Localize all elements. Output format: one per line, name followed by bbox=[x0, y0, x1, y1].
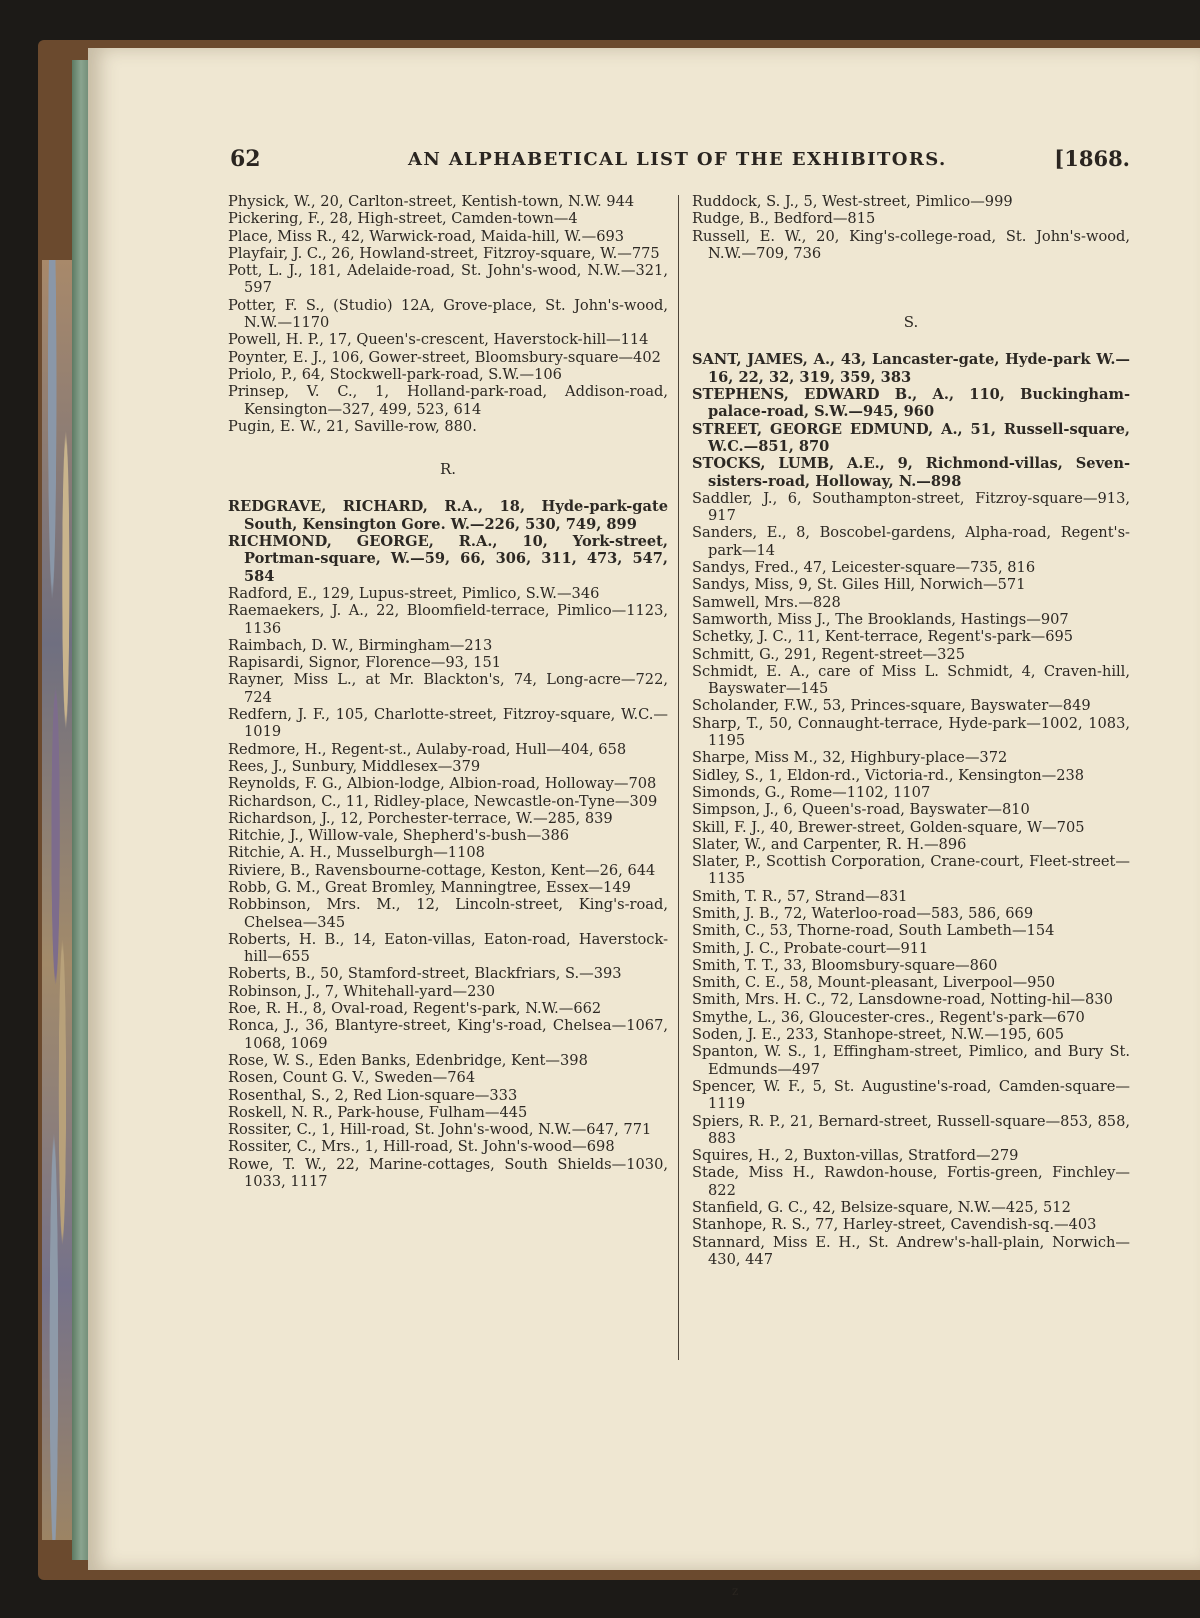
list-item: Rayner, Miss L., at Mr. Blackton's, 74, Long-acre—722, 724 bbox=[228, 671, 668, 706]
list-item: Rowe, T. W., 22, Marine-cottages, South Shields—1030, 1033, 1117 bbox=[228, 1155, 668, 1191]
list-item: RICHMOND, GEORGE, R.A., 10, York-street, Portman-square, W.—59, 66, 306, 311, 473, 547, 584 bbox=[228, 533, 668, 585]
s-bold-entries bbox=[692, 351, 1130, 489]
list-item: Schmidt, E. A., care of Miss L. Schmidt, 4, Craven-hill, Bayswater—145 bbox=[692, 662, 1130, 698]
right-column bbox=[692, 193, 1130, 1268]
list-item: Rudge, B., Bedford—815 bbox=[692, 210, 876, 228]
list-item: Potter, F. S., (Studio) 12A, Grove-place, St. John's-wood, N.W.—1170 bbox=[228, 296, 668, 332]
list-item: Ritchie, J., Willow-vale, Shepherd's-bush—386 bbox=[228, 827, 570, 845]
list-item: REDGRAVE, RICHARD, R.A., 18, Hyde-park-gate South, Kensington Gore. W.—226, 530, 749, 899 bbox=[228, 498, 668, 533]
list-item: Roe, R. H., 8, Oval-road, Regent's-park, N.W.—662 bbox=[228, 1000, 602, 1018]
left-column bbox=[228, 193, 668, 1190]
list-item: Slater, W., and Carpenter, R. H.—896 bbox=[692, 835, 967, 853]
list-item: Raimbach, D. W., Birmingham—213 bbox=[228, 636, 493, 654]
list-item: Pott, L. J., 181, Adelaide-road, St. John's-wood, N.W.—321, 597 bbox=[228, 262, 668, 297]
list-item: Riviere, B., Ravensbourne-cottage, Keston, Kent—26, 644 bbox=[228, 861, 656, 879]
list-item: Powell, H. P., 17, Queen's-crescent, Haverstock-hill—114 bbox=[228, 331, 649, 349]
list-item: Redmore, H., Regent-st., Aulaby-road, Hull—404, 658 bbox=[228, 740, 627, 758]
list-item: Sanders, E., 8, Boscobel-gardens, Alpha-road, Regent's-park—14 bbox=[692, 524, 1130, 559]
list-item: Rapisardi, Signor, Florence—93, 151 bbox=[228, 654, 502, 672]
list-item: Rees, J., Sunbury, Middlesex—379 bbox=[228, 757, 481, 775]
list-item: Priolo, P., 64, Stockwell-park-road, S.W.—106 bbox=[228, 365, 562, 383]
list-item: Roberts, B., 50, Stamford-street, Blackfriars, S.—393 bbox=[228, 965, 622, 983]
list-item: Samwell, Mrs.—828 bbox=[692, 593, 841, 611]
list-item: Sandys, Fred., 47, Leicester-square—735, 816 bbox=[692, 559, 1036, 577]
list-item: Soden, J. E., 233, Stanhope-street, N.W.—195, 605 bbox=[692, 1026, 1065, 1044]
r-bold-entries bbox=[228, 498, 668, 584]
list-item: Spiers, R. P., 21, Bernard-street, Russell-square—853, 858, 883 bbox=[692, 1112, 1130, 1147]
list-item: STREET, GEORGE EDMUND, A., 51, Russell-square, W.C.—851, 870 bbox=[692, 420, 1130, 455]
list-item: Place, Miss R., 42, Warwick-road, Maida-hill, W.—693 bbox=[228, 227, 625, 245]
list-item: Spencer, W. F., 5, St. Augustine's-road, Camden-square—1119 bbox=[692, 1077, 1130, 1113]
list-item: Smith, J. B., 72, Waterloo-road—583, 586, 669 bbox=[692, 904, 1034, 922]
list-item: Physick, W., 20, Carlton-street, Kentish-town, N.W. 944 bbox=[228, 193, 635, 210]
list-item: Redfern, J. F., 105, Charlotte-street, Fitzroy-square, W.C.—1019 bbox=[228, 706, 668, 741]
list-item: Stannard, Miss E. H., St. Andrew's-hall-plain, Norwich—430, 447 bbox=[692, 1233, 1130, 1268]
list-item: Roberts, H. B., 14, Eaton-villas, Eaton-road, Haverstock-hill—655 bbox=[228, 930, 668, 966]
list-item: Samworth, Miss J., The Brooklands, Hastings—907 bbox=[692, 610, 1069, 628]
list-item: Rosenthal, S., 2, Red Lion-square—333 bbox=[228, 1086, 518, 1104]
list-item: Schetky, J. C., 11, Kent-terrace, Regent's-park—695 bbox=[692, 628, 1074, 646]
list-item: Radford, E., 129, Lupus-street, Pimlico, S.W.—346 bbox=[228, 584, 600, 602]
section-heading-s: S. bbox=[903, 313, 919, 332]
list-item: Stanfield, G. C., 42, Belsize-square, N.W.—425, 512 bbox=[692, 1199, 1071, 1217]
list-item: Smith, Mrs. H. C., 72, Lansdowne-road, Notting-hil—830 bbox=[692, 991, 1113, 1009]
list-item: Sharp, T., 50, Connaught-terrace, Hyde-park—1002, 1083, 1195 bbox=[692, 714, 1130, 750]
p-entries bbox=[228, 193, 668, 435]
list-item: Rose, W. S., Eden Banks, Edenbridge, Kent—398 bbox=[228, 1051, 588, 1069]
list-item: STOCKS, LUMB, A.E., 9, Richmond-villas, Seven-sisters-road, Holloway, N.—898 bbox=[692, 455, 1130, 490]
section-heading-r: R. bbox=[439, 460, 457, 479]
list-item: Pickering, F., 28, High-street, Camden-town—4 bbox=[228, 210, 578, 228]
list-item: Playfair, J. C., 26, Howland-street, Fitzroy-square, W.—775 bbox=[228, 244, 660, 262]
list-item: Ronca, J., 36, Blantyre-street, King's-road, Chelsea—1067, 1068, 1069 bbox=[228, 1017, 668, 1052]
list-item: Simpson, J., 6, Queen's-road, Bayswater—810 bbox=[692, 801, 1030, 819]
list-item: Smith, C. E., 58, Mount-pleasant, Liverpool—950 bbox=[692, 974, 1056, 992]
list-item: Robbinson, Mrs. M., 12, Lincoln-street, King's-road, Chelsea—345 bbox=[228, 896, 668, 931]
list-item: Saddler, J., 6, Southampton-street, Fitzroy-square—913, 917 bbox=[692, 489, 1130, 525]
list-item: Scholander, F.W., 53, Princes-square, Bayswater—849 bbox=[692, 697, 1091, 715]
list-item: Simonds, G., Rome—1102, 1107 bbox=[692, 783, 931, 801]
list-item: Smith, T. R., 57, Strand—831 bbox=[692, 887, 908, 905]
s-entries bbox=[692, 490, 1130, 1268]
marbled-edge bbox=[42, 260, 76, 1540]
list-item: Slater, P., Scottish Corporation, Crane-court, Fleet-street—1135 bbox=[692, 853, 1130, 888]
list-item: Richardson, J., 12, Porchester-terrace, W.—285, 839 bbox=[228, 809, 613, 827]
list-item: Spanton, W. S., 1, Effingham-street, Pimlico, and Bury St. Edmunds—497 bbox=[692, 1043, 1130, 1078]
list-item: Skill, F. J., 40, Brewer-street, Golden-square, W—705 bbox=[692, 818, 1085, 836]
list-item: Roskell, N. R., Park-house, Fulham—445 bbox=[228, 1103, 528, 1121]
list-item: Raemaekers, J. A., 22, Bloomfield-terrace, Pimlico—1123, 1136 bbox=[228, 602, 668, 637]
r-entries bbox=[228, 585, 668, 1190]
list-item: Reynolds, F. G., Albion-lodge, Albion-road, Holloway—708 bbox=[228, 775, 657, 793]
list-item: Smith, J. C., Probate-court—911 bbox=[692, 939, 929, 957]
list-item: Squires, H., 2, Buxton-villas, Stratford—279 bbox=[692, 1147, 1019, 1165]
list-item: Rossiter, C., 1, Hill-road, St. John's-wood, N.W.—647, 771 bbox=[228, 1121, 652, 1139]
list-item: Smith, C., 53, Thorne-road, South Lambeth—154 bbox=[692, 922, 1055, 940]
list-item: Smythe, L., 36, Gloucester-cres., Regent's-park—670 bbox=[692, 1008, 1085, 1026]
list-item: Richardson, C., 11, Ridley-place, Newcastle-on-Tyne—309 bbox=[228, 792, 658, 810]
page-header bbox=[230, 146, 1130, 176]
list-item: Robb, G. M., Great Bromley, Manningtree, Essex—149 bbox=[228, 878, 631, 896]
list-item: Prinsep, V. C., 1, Holland-park-road, Addison-road, Kensington—327, 499, 523, 614 bbox=[228, 383, 668, 418]
list-item: Poynter, E. J., 106, Gower-street, Bloomsbury-square—402 bbox=[228, 348, 661, 366]
list-item: Sidley, S., 1, Eldon-rd., Victoria-rd., Kensington—238 bbox=[692, 766, 1085, 784]
list-item: Sharpe, Miss M., 32, Highbury-place—372 bbox=[692, 749, 1008, 767]
footer-mark: z bbox=[732, 1584, 739, 1598]
list-item: Stade, Miss H., Rawdon-house, Fortis-green, Finchley—822 bbox=[692, 1164, 1130, 1199]
list-item: Sandys, Miss, 9, St. Giles Hill, Norwich—571 bbox=[692, 576, 1026, 594]
list-item: Rosen, Count G. V., Sweden—764 bbox=[228, 1069, 476, 1087]
list-item: Smith, T. T., 33, Bloomsbury-square—860 bbox=[692, 956, 998, 974]
list-item: STEPHENS, EDWARD B., A., 110, Buckingham-palace-road, S.W.—945, 960 bbox=[692, 386, 1130, 421]
column-divider bbox=[678, 195, 679, 1360]
list-item: Stanhope, R. S., 77, Harley-street, Cavendish-sq.—403 bbox=[692, 1216, 1097, 1234]
list-item: Robinson, J., 7, Whitehall-yard—230 bbox=[228, 982, 495, 1000]
list-item: Ruddock, S. J., 5, West-street, Pimlico—999 bbox=[692, 193, 1013, 210]
year-marker: [1868. bbox=[1054, 146, 1130, 171]
running-title: AN ALPHABETICAL LIST OF THE EXHIBITORS. bbox=[408, 149, 947, 170]
page-number: 62 bbox=[230, 146, 261, 172]
list-item: Russell, E. W., 20, King's-college-road, St. John's-wood, N.W.—709, 736 bbox=[692, 227, 1130, 262]
list-item: Schmitt, G., 291, Regent-street—325 bbox=[692, 645, 965, 663]
list-item: Ritchie, A. H., Musselburgh—1108 bbox=[228, 844, 485, 862]
r-entries-continued bbox=[692, 193, 1130, 262]
list-item: SANT, JAMES, A., 43, Lancaster-gate, Hyde-park W.—16, 22, 32, 319, 359, 383 bbox=[692, 351, 1130, 386]
list-item: Rossiter, C., Mrs., 1, Hill-road, St. John's-wood—698 bbox=[228, 1138, 615, 1156]
list-item: Pugin, E. W., 21, Saville-row, 880. bbox=[228, 417, 477, 435]
